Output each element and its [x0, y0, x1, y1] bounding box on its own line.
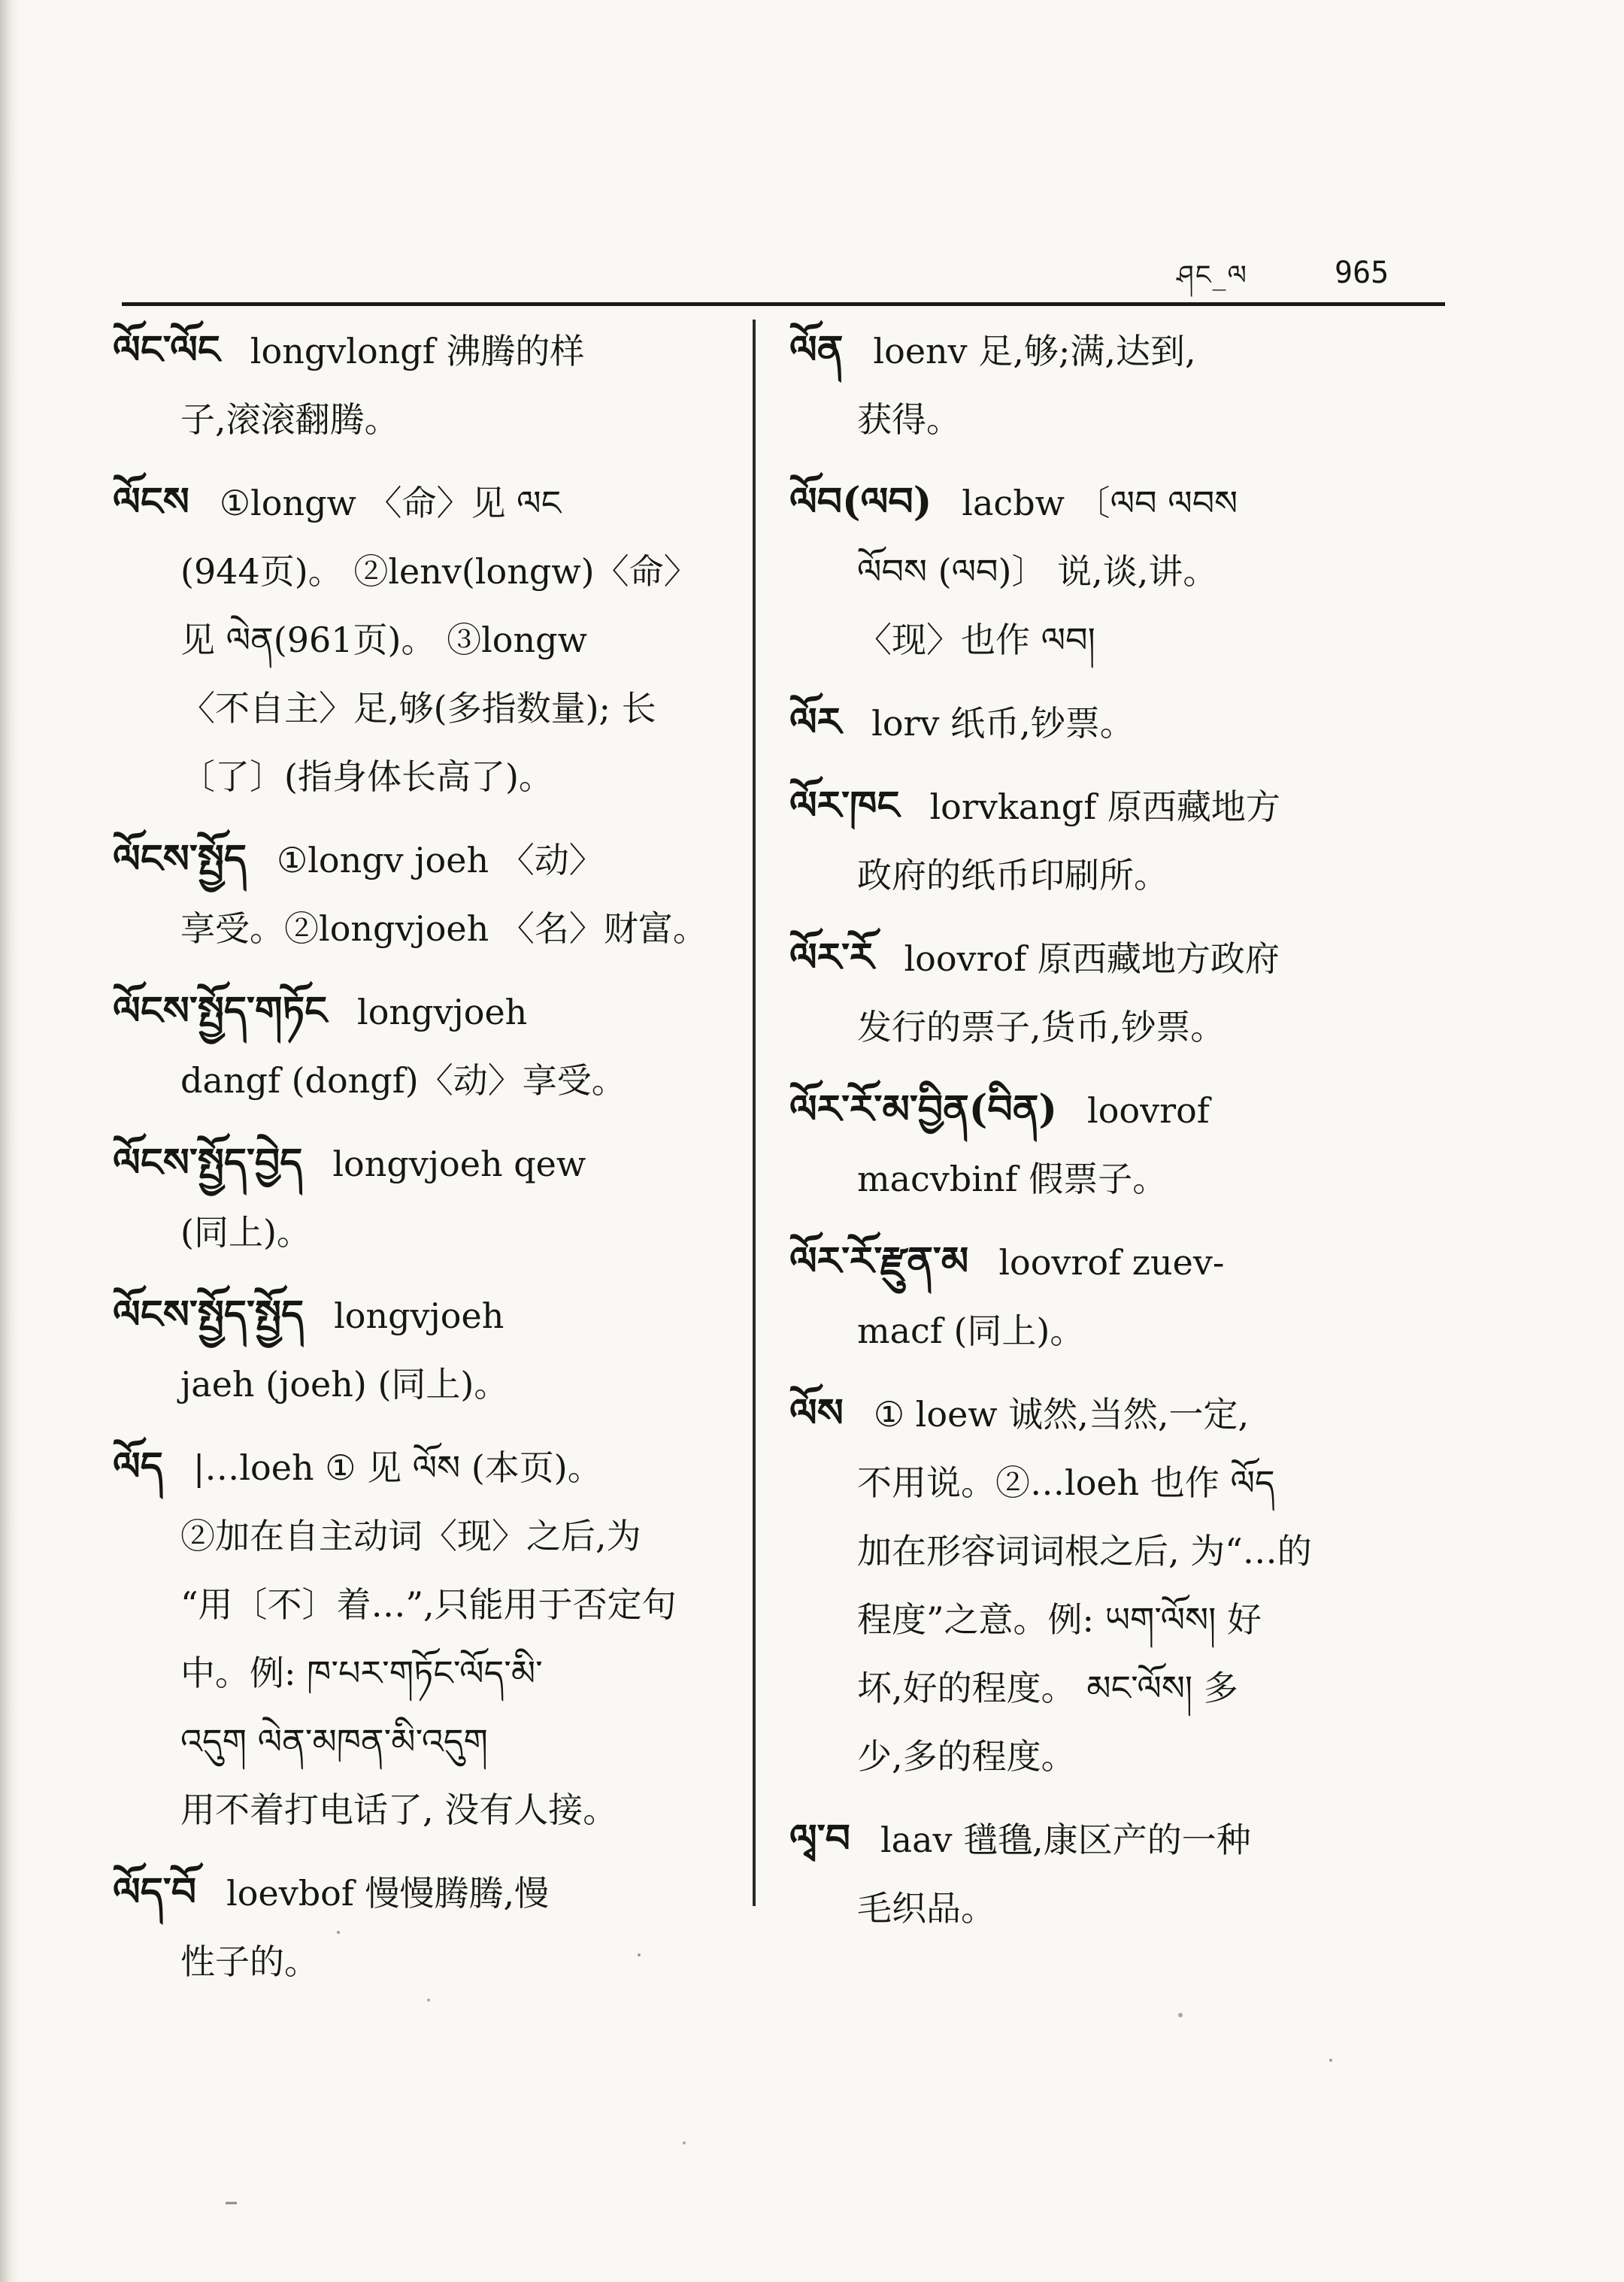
entry-continuation-line: [789, 538, 1451, 606]
entry-continuation-line: [113, 1502, 744, 1571]
entry-headword: ལོར་རོ་རྫུན་མ: [789, 1238, 969, 1284]
entry-text: longvjoeh: [357, 992, 528, 1032]
entry-continuation-line: [789, 386, 1451, 454]
entry-continuation-line: [113, 1571, 744, 1639]
running-head: ཤང_ལ: [1177, 260, 1248, 291]
entry-first-line: [789, 1227, 1451, 1297]
page-binding-edge: [0, 0, 20, 2282]
entry-text: longvjoeh: [334, 1296, 504, 1336]
entry-text: 见 ལེན(961页)。 ③longw: [180, 620, 587, 660]
entry-headword: ལོངས་སྤྱོད: [113, 836, 247, 882]
entry-continuation-line: [113, 1776, 744, 1844]
entry-text: 加在形容词词根之后, 为“…的: [857, 1531, 1312, 1571]
entry-continuation-line: [113, 1639, 744, 1708]
entry-headword: ལོར་རོ་མ་བྱིན(བིན): [789, 1086, 1058, 1132]
entry-first-line: [113, 1129, 744, 1199]
entry-text: 少,多的程度。: [857, 1736, 1076, 1777]
entry-continuation-line: [113, 743, 744, 811]
entry-headword: ལོང་ལོང: [113, 327, 220, 373]
dictionary-entry: [113, 1280, 744, 1419]
entry-first-line: [789, 316, 1451, 386]
entry-first-line: [789, 923, 1451, 993]
entry-headword: ལོངས་སྤྱོད་སྤྱོད: [113, 1292, 304, 1338]
entry-headword: ལོངས: [113, 479, 189, 525]
entry-continuation-line: [113, 538, 744, 606]
entry-headword: ལྭ་བ: [789, 1816, 850, 1862]
entry-text: (同上)。: [180, 1212, 311, 1253]
entry-text: 发行的票子,货币,钞票。: [857, 1007, 1226, 1047]
entry-text: 坏,好的程度。 མང་ལོས། 多: [857, 1668, 1238, 1708]
entry-continuation-line: [113, 895, 744, 963]
entry-text: 程度”之意。例: ཡག་ལོས། 好: [857, 1599, 1262, 1640]
entry-text: lorv 纸币,钞票。: [871, 703, 1135, 744]
entry-headword: ལོད: [113, 1444, 163, 1490]
entry-text: |…loeh ① 见 ལོས (本页)。: [192, 1447, 602, 1488]
entry-text: 〈现〉也作 ལབ།: [857, 620, 1095, 660]
entry-continuation-line: [789, 1297, 1451, 1365]
entry-text: ①longw 〈命〉见 ལང: [219, 483, 562, 523]
entry-headword: ལོབ(ལབ): [789, 479, 932, 525]
entry-continuation-line: [789, 1586, 1451, 1654]
entry-text: 性子的。: [180, 1941, 319, 1982]
entry-continuation-line: [789, 1145, 1451, 1214]
entry-text: macvbinf 假票子。: [857, 1159, 1168, 1199]
dictionary-entry: [789, 316, 1451, 454]
entry-continuation-line: [789, 1654, 1451, 1723]
header-rule: [122, 302, 1445, 306]
entry-headword: ལོད་བོ: [113, 1869, 197, 1915]
dictionary-entry: [789, 688, 1451, 758]
entry-first-line: [789, 1805, 1451, 1874]
entry-text: འདུག ལེན་མཁན་མི་འདུག: [180, 1721, 488, 1762]
entry-headword: ལོངས་སྤྱོད་གཏོང: [113, 988, 328, 1034]
paper-specks: [113, 1910, 1451, 2211]
entry-first-line: [113, 468, 744, 538]
entry-text: ②加在自主动词〈现〉之后,为: [180, 1516, 641, 1556]
entry-headword: ལོར: [789, 699, 842, 745]
entry-continuation-line: [789, 1449, 1451, 1517]
entry-text: lacbw 〔ལབ ལབས: [962, 483, 1238, 523]
dictionary-entry: [789, 468, 1451, 674]
entry-continuation-line: [113, 674, 744, 743]
entry-text: loovrof zuev-: [998, 1242, 1225, 1283]
dictionary-entry: [789, 771, 1451, 910]
entry-continuation-line: [113, 606, 744, 674]
entry-first-line: [789, 771, 1451, 841]
entry-text: 用不着打电话了, 没有人接。: [180, 1790, 618, 1830]
entry-continuation-line: [113, 1199, 744, 1267]
entry-headword: ལོན: [789, 327, 844, 373]
entry-continuation-line: [113, 1708, 744, 1776]
right-column: [789, 316, 1451, 1956]
dictionary-entry: [113, 468, 744, 811]
entry-continuation-line: [113, 1047, 744, 1115]
entry-text: dangf (dongf)〈动〉享受。: [180, 1060, 626, 1101]
entry-text: ① loew 诚然,当然,一定,: [873, 1394, 1250, 1435]
dictionary-entry: [113, 825, 744, 963]
entry-continuation-line: [789, 841, 1451, 910]
entry-continuation-line: [789, 1517, 1451, 1586]
entry-text: lorvkangf 原西藏地方: [929, 786, 1280, 827]
entry-text: 毛织品。: [857, 1888, 995, 1929]
entry-text: loovrof 原西藏地方政府: [904, 938, 1280, 979]
entry-text: loovrof: [1087, 1090, 1210, 1131]
dictionary-entry: [113, 1129, 744, 1267]
entry-first-line: [789, 688, 1451, 758]
entry-continuation-line: [789, 1723, 1451, 1791]
dictionary-entry: [113, 977, 744, 1115]
entry-first-line: [113, 825, 744, 895]
left-column: [113, 316, 744, 2010]
entry-text: ལོབས (ལབ)〕 说,谈,讲。: [857, 551, 1218, 592]
entry-headword: ལོངས་སྤྱོད་བྱེད: [113, 1140, 303, 1186]
entry-text: 政府的纸币印刷所。: [857, 855, 1168, 896]
entry-text: loenv 足,够;满,达到,: [873, 331, 1196, 371]
entry-text: 子,滚滚翻腾。: [180, 399, 399, 440]
entry-first-line: [789, 1075, 1451, 1145]
entry-text: longvjoeh qew: [332, 1144, 586, 1184]
entry-text: 〈不自主〉足,够(多指数量); 长: [180, 688, 656, 729]
entry-headword: ལོས: [789, 1390, 844, 1436]
entry-headword: ལོར་རོ: [789, 935, 874, 980]
entry-text: laav 氆氇,康区产的一种: [880, 1820, 1251, 1860]
entry-text: “用〔不〕着…”,只能用于否定句: [180, 1584, 677, 1625]
entry-text: 〔了〕(指身体长高了)。: [180, 756, 553, 797]
entry-continuation-line: [789, 606, 1451, 674]
entry-text: 不用说。②…loeh 也作 ལོད: [857, 1462, 1275, 1503]
dictionary-entry: [113, 1432, 744, 1844]
entry-first-line: [113, 316, 744, 386]
entry-continuation-line: [789, 993, 1451, 1062]
dictionary-entry: [113, 316, 744, 454]
column-divider: [753, 320, 756, 1906]
dictionary-entry: [789, 1379, 1451, 1791]
dictionary-entry: [789, 1227, 1451, 1365]
entry-text: 获得。: [857, 399, 961, 440]
entry-continuation-line: [113, 386, 744, 454]
entry-text: jaeh (joeh) (同上)。: [180, 1364, 509, 1405]
entry-text: 享受。②longvjoeh 〈名〉财富。: [180, 908, 707, 949]
entry-first-line: [789, 1379, 1451, 1449]
dictionary-entry: [789, 923, 1451, 1062]
entry-first-line: [113, 1280, 744, 1350]
entry-text: macf (同上)。: [857, 1311, 1085, 1351]
page-number: 965: [1335, 256, 1389, 290]
entry-first-line: [789, 468, 1451, 538]
dictionary-entry: [789, 1075, 1451, 1214]
entry-text: loevbof 慢慢腾腾,慢: [226, 1873, 550, 1914]
entry-headword: ལོར་ཁང: [789, 783, 900, 829]
entry-text: longvlongf 沸腾的样: [250, 331, 585, 371]
entry-text: ①longv joeh 〈动〉: [276, 840, 604, 880]
entry-text: 中。例: ཁ་པར་གཏོང་ལོད་མི་: [180, 1653, 543, 1693]
entry-first-line: [113, 1432, 744, 1502]
entry-first-line: [113, 977, 744, 1047]
entry-text: (944页)。 ②lenv(longw)〈命〉: [180, 551, 698, 592]
entry-continuation-line: [113, 1350, 744, 1419]
